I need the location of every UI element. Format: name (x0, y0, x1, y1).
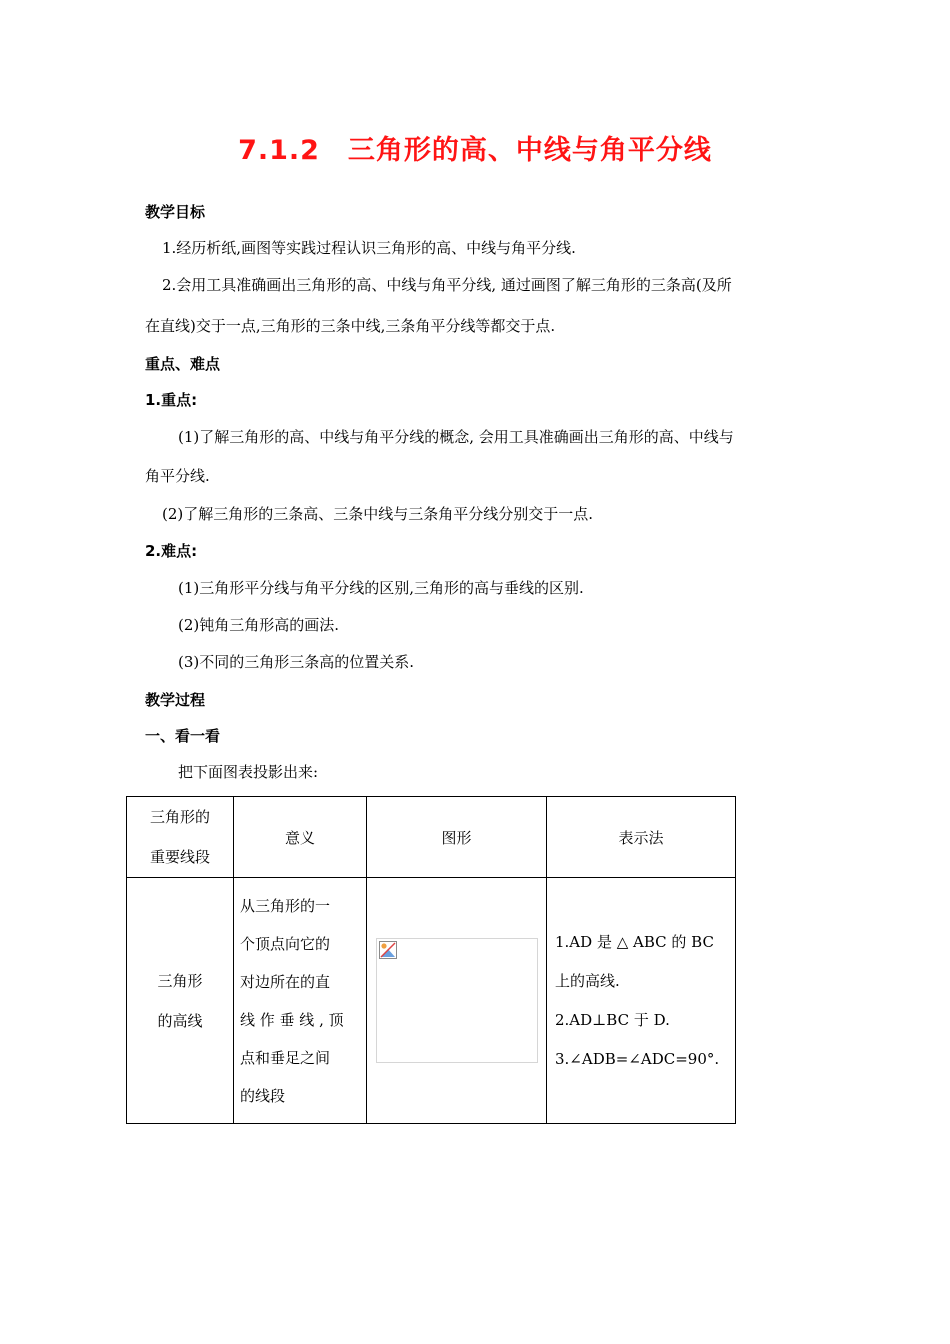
header-notation: 表示法 (547, 797, 736, 878)
meaning-line: 线 作 垂 线 , 顶 (240, 1010, 344, 1029)
figure-image-placeholder (376, 938, 538, 1063)
meaning-line: 从三角形的一 (240, 896, 331, 915)
difficult-item-1: (1)三角形平分线与角平分线的区别,三角形的高与垂线的区别. (178, 579, 584, 597)
header-meaning: 意义 (234, 797, 367, 878)
notation-line-1b: 上的高线. (555, 971, 620, 990)
difficult-item-2: (2)钝角三角形高的画法. (178, 616, 340, 634)
header-figure: 图形 (367, 797, 547, 878)
table-intro: 把下面图表投影出来: (178, 763, 319, 781)
key-heading: 1.重点: (145, 391, 198, 409)
notation-cell (547, 878, 736, 1124)
objective-item-2-line2: 在直线)交于一点,三角形的三条中线,三条角平分线等都交于点. (145, 317, 556, 335)
objective-item-2-line1: 2.会用工具准确画出三角形的高、中线与角平分线, 通过画图了解三角形的三条高(及所 (162, 276, 732, 294)
objective-item-1: 1.经历析纸,画图等实践过程认识三角形的高、中线与角平分线. (162, 239, 576, 257)
meaning-line: 个顶点向它的 (240, 934, 331, 953)
table-header-row (127, 797, 736, 878)
key-points-heading: 重点、难点 (145, 355, 221, 373)
section-1-heading: 一、看一看 (145, 727, 221, 745)
segment-name-cell (127, 878, 234, 1124)
difficult-item-3: (3)不同的三角形三条高的位置关系. (178, 653, 415, 671)
header-segment-line1: 三角形的 (149, 808, 210, 826)
meaning-line: 对边所在的直 (240, 972, 331, 991)
objectives-heading: 教学目标 (145, 203, 206, 221)
difficult-heading: 2.难点: (145, 542, 198, 560)
meaning-line: 的线段 (240, 1086, 286, 1105)
figure-cell (367, 878, 547, 1124)
segment-name-line1: 三角形 (157, 971, 203, 990)
notation-line-2: 2.AD⊥BC 于 D. (555, 1010, 670, 1029)
meaning-cell (234, 878, 367, 1124)
key-item-1-line2: 角平分线. (145, 467, 210, 485)
segment-name-line2: 的高线 (157, 1011, 203, 1030)
table-row (127, 878, 736, 1124)
broken-image-icon (379, 941, 397, 959)
key-item-1-line1: (1)了解三角形的高、中线与角平分线的概念, 会用工具准确画出三角形的高、中线与 (178, 428, 734, 446)
header-segment (127, 797, 234, 878)
notation-line-1: 1.AD 是 △ ABC 的 BC (555, 932, 714, 951)
page-title: 7.1.2 三角形的高、中线与角平分线 (238, 135, 712, 166)
key-item-2: (2)了解三角形的三条高、三条中线与三条角平分线分别交于一点. (162, 505, 594, 523)
header-segment-line2: 重要线段 (149, 848, 210, 866)
meaning-line: 点和垂足之间 (240, 1048, 331, 1067)
segments-table (126, 796, 736, 1124)
process-heading: 教学过程 (145, 691, 206, 709)
notation-line-3: 3.∠ADB=∠ADC=90°. (555, 1049, 720, 1068)
